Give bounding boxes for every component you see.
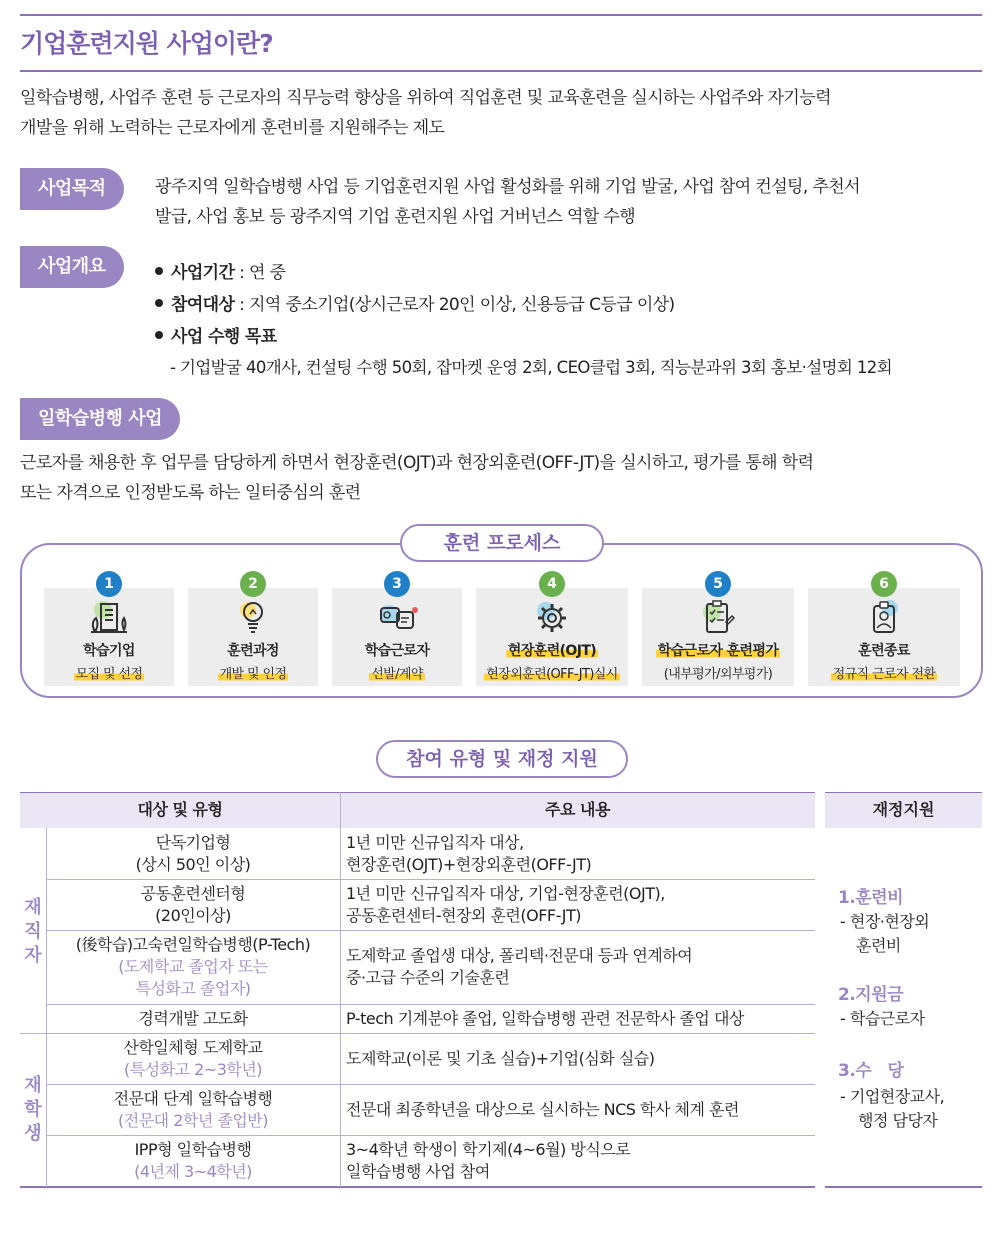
process-step-number: 2: [240, 571, 266, 597]
intro-line-2: 개발을 위해 노력하는 근로자에게 훈련비를 지원해주는 제도: [20, 118, 445, 138]
overview-goal: 사업 수행 목표: [155, 322, 277, 347]
purpose-line-2: 발급, 사업 홍보 등 광주지역 기업 훈련지원 사업 거버넌스 역할 수행: [155, 207, 636, 227]
finance-subsidy: 2.지원금: [838, 985, 904, 1005]
process-step-5: [642, 588, 794, 686]
process-step-number: 4: [539, 571, 565, 597]
row-type: 단독기업형 (상시 50인 이상): [135, 832, 251, 874]
page-title: 기업훈련지원 사업이란?: [20, 29, 273, 58]
clipboard-icon: [696, 596, 740, 640]
building-icon: [87, 596, 131, 640]
row-divider: [46, 930, 815, 931]
finance-allowance-detail-1: - 기업현장교사,: [840, 1087, 945, 1106]
process-step-number: 5: [705, 571, 731, 597]
process-step-title: 현장훈련(OJT): [507, 643, 597, 659]
process-step-title: 훈련과정: [227, 643, 279, 659]
row-content: 3~4학년 학생이 학기제(4~6월) 방식으로 일학습병행 사업 참여: [346, 1139, 631, 1181]
bullet-dot: [155, 299, 163, 307]
row-divider: [46, 1004, 815, 1005]
process-step-subtitle: 선발/계약: [371, 667, 423, 682]
process-step-subtitle: (내부평가/외부평가): [663, 667, 773, 682]
bullet-dot: [155, 331, 163, 339]
row-type: 전문대 단계 일학습병행 (전문대 2학년 졸업반): [113, 1088, 273, 1130]
row-content: 1년 미만 신규입직자 대상, 기업-현장훈련(OJT), 공동훈련센터-현장외 훈련(OFF-JT): [346, 883, 665, 925]
row-content: P-tech 기계분야 졸업, 일학습병행 관련 전문학사 졸업 대상: [346, 1008, 744, 1028]
process-step-subtitle: 모집 및 선정: [75, 667, 143, 682]
row-content: 도제학교(이론 및 기초 실습)+기업(심화 실습): [346, 1048, 655, 1068]
process-step-title: 학습근로자 훈련평가: [657, 643, 779, 659]
row-type: IPP형 일학습병행 (4년제 3~4학년): [134, 1139, 252, 1181]
finance-training-cost: 1.훈련비: [838, 888, 904, 908]
row-type: 경력개발 고도화: [138, 1008, 248, 1028]
finance-training-detail-1: - 현장·현장외: [840, 912, 930, 931]
row-type: 공동훈련센터형 (20인이상): [140, 883, 246, 925]
finance-top-border: [825, 792, 982, 793]
finance-allowance-detail-2: 행정 담당자: [858, 1111, 938, 1130]
finance-allowance: 3.수 당: [838, 1061, 904, 1081]
group-student-label: 재 학 생: [24, 1075, 42, 1144]
col-content-header: 주요 내용: [545, 800, 610, 819]
row-divider: [46, 879, 815, 880]
support-title: 참여 유형 및 재정 지원: [376, 740, 628, 778]
overview-target: 참여대상 : 지역 중소기업(상시근로자 20인 이상, 신용등급 C등급 이상): [155, 290, 675, 315]
row-content: 전문대 최종학년을 대상으로 실시하는 NCS 학사 체계 훈련: [346, 1099, 739, 1119]
row-content: 도제학교 졸업생 대상, 폴리텍·전문대 등과 연계하여 중·고급 수준의 기술훈련: [346, 946, 693, 987]
title-divider: [20, 70, 982, 72]
process-step-title: 훈련종료: [858, 643, 910, 659]
row-divider: [20, 1033, 815, 1034]
process-step-number: 3: [384, 571, 410, 597]
table-top-border: [20, 792, 815, 793]
top-divider: [20, 14, 982, 16]
process-step-number: 6: [871, 571, 897, 597]
process-step-subtitle: 현장외훈련(OFF-JT)실시: [486, 667, 618, 682]
row-divider: [46, 1135, 815, 1136]
process-step-title: 학습근로자: [364, 643, 430, 659]
wlp-tag: 일학습병행 사업: [20, 398, 180, 440]
finance-bottom-border: [825, 1186, 982, 1188]
group-employee-label: 재 직 자: [24, 897, 42, 966]
col-divider: [340, 792, 341, 1187]
overview-period: 사업기간 : 연 중: [155, 258, 285, 283]
finance-subsidy-detail: - 학습근로자: [840, 1009, 925, 1028]
col-type-header: 대상 및 유형: [137, 800, 223, 819]
intro-line-1: 일학습병행, 사업주 훈련 등 근로자의 직무능력 향상을 위하여 직업훈련 및 교육훈련을 실시하는 사업주와 자기능력: [20, 88, 831, 108]
col-finance-header: 재정지원: [825, 792, 982, 828]
badge-icon: [862, 596, 906, 640]
process-step-1: [44, 588, 174, 686]
wlp-line-2: 또는 자격으로 인정받도록 하는 일터중심의 훈련: [20, 483, 361, 503]
lightbulb-icon: [231, 596, 275, 640]
row-divider: [46, 1084, 815, 1085]
process-step-title: 학습기업: [83, 643, 135, 659]
process-step-number: 1: [96, 571, 122, 597]
process-step-4: [476, 588, 628, 686]
row-type: 산학일체형 도제학교 (특성화고 2~3학년): [123, 1037, 263, 1079]
process-step-2: [188, 588, 318, 686]
process-step-subtitle: 정규직 근로자 전환: [832, 667, 936, 682]
finance-training-detail-2: 훈련비: [856, 936, 901, 955]
wlp-line-1: 근로자를 채용한 후 업무를 담당하게 하면서 현장훈련(OJT)과 현장외훈련(OFF-JT)을 실시하고, 평가를 통해 학력: [20, 453, 814, 473]
gear-icon: [530, 596, 574, 640]
table-bottom-border: [20, 1186, 815, 1188]
handshake-icon: [375, 596, 419, 640]
process-title: 훈련 프로세스: [400, 524, 604, 562]
process-step-3: [332, 588, 462, 686]
row-content: 1년 미만 신규입직자 대상, 현장훈련(OJT)+현장외훈련(OFF-JT): [346, 832, 592, 874]
process-step-6: [808, 588, 960, 686]
purpose-line-1: 광주지역 일학습병행 사업 등 기업훈련지원 사업 활성화를 위해 기업 발굴, 사업 참여 컨설팅, 추천서: [155, 177, 860, 197]
row-type: (後학습)고숙련일학습병행(P-Tech) (도제학교 졸업자 또는 특성화고 졸업자): [75, 935, 311, 998]
bullet-dot: [155, 267, 163, 275]
process-step-subtitle: 개발 및 인정: [219, 667, 287, 682]
overview-tag: 사업개요: [20, 246, 124, 288]
overview-goal-detail: - 기업발굴 40개사, 컨설팅 수행 50회, 잡마켓 운영 2회, CEO클럽 3회, 직능분과위 3회 홍보·설명회 12회: [170, 358, 893, 377]
purpose-tag: 사업목적: [20, 168, 124, 210]
